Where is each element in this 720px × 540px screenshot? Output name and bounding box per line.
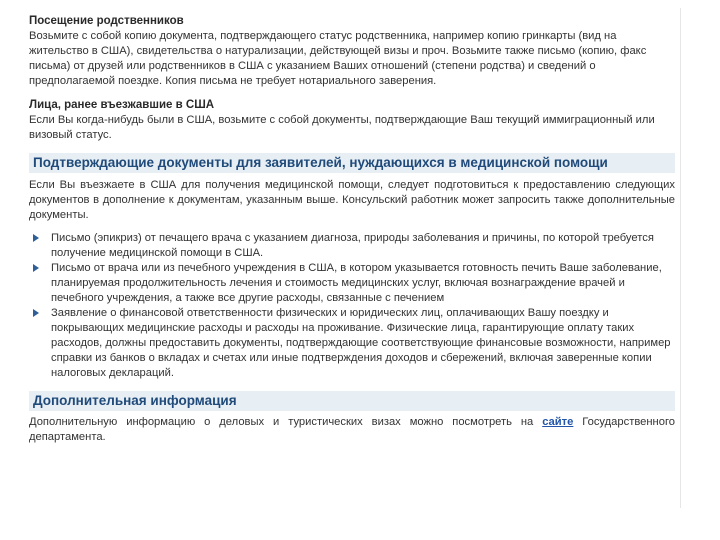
list-item-text: Заявление о финансовой ответственности физических и юридических лиц, оплачивающих Вашу поездку и покрывающих медицинские расходы и расходы на проживание. Физические лица, гарантирующие оплату таких расходов, должны предоставить документы, подтверждающие соответствующие финансовые возможности, например справки из банков о вкладах и счетах или иные подтверждения доходов и сбережений, включая заверенные копии налоговых деклараций. (51, 307, 671, 379)
bullet-arrow-icon (33, 264, 39, 272)
medical-intro: Если Вы въезжаете в США для получения медицинской помощи, следует подготовиться к предоставлению следующих документов в дополнение к документам, указанным выше. Консульский работник может запросить также дополнительные документы. (29, 179, 675, 221)
additional-section-header: Дополнительная информация (29, 391, 675, 411)
medical-documents-list (29, 231, 675, 381)
relatives-block (29, 14, 675, 89)
list-item (29, 231, 675, 261)
right-border-divider (680, 8, 681, 508)
list-item (29, 261, 675, 306)
relatives-heading: Посещение родственников (29, 15, 184, 27)
prior-visits-heading: Лица, ранее въезжавшие в США (29, 99, 215, 111)
additional-text-after-link: Государственного департамента. (29, 416, 675, 443)
list-item-text: Письмо (эпикриз) от печащего врача с указанием диагноза, природы заболевания и причины, по которой требуется получение медицинской помощи в США. (51, 232, 654, 259)
content-area (29, 14, 675, 445)
state-department-site-link[interactable]: сайте (542, 416, 574, 428)
medical-section-header: Подтверждающие документы для заявителей, нуждающихся в медицинской помощи (29, 153, 675, 173)
bullet-arrow-icon (33, 234, 39, 242)
additional-text-before-link: Дополнительную информацию о деловых и туристических визах можно посмотреть на (29, 416, 543, 428)
relatives-text: Возьмите с собой копию документа, подтверждающего статус родственника, например копию гринкарты (вид на жительство в США), свидетельства о натурализации, действующей визы и проч. Возьмите также письмо (копию, факс письма) от друзей или родственников в США с указанием Ваших отношений (степени родства) и сведений о предполагаемой поездке. Копия письма не требует нотариального заверения. (29, 30, 647, 87)
list-item (29, 306, 675, 381)
list-item-text: Письмо от врача или из печебного учреждения в США, в котором указывается готовность печить Ваше заболевание, планируемая продолжительность лечения и стоимость медицинских услуг, включая вознаграждение врачей и печебного учреждения, а также все другие расходы, связанные с печением (51, 262, 662, 304)
bullet-arrow-icon (33, 309, 39, 317)
prior-visits-block (29, 98, 675, 143)
prior-visits-text: Если Вы когда-нибудь были в США, возьмите с собой документы, подтверждающие Ваш текущий иммиграционный или визовый статус. (29, 114, 655, 141)
additional-text (29, 415, 675, 445)
